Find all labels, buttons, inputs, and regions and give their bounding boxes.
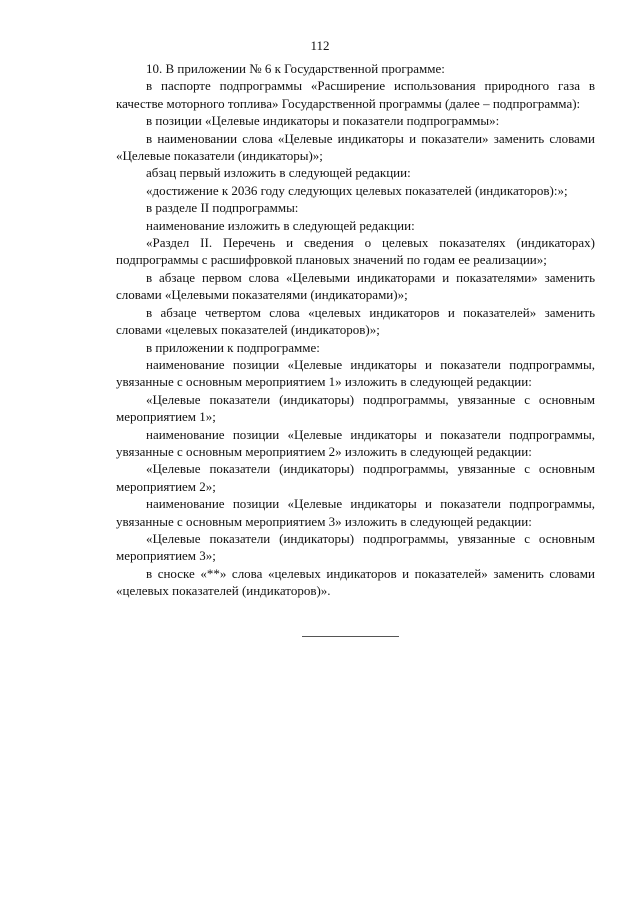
paragraph: в абзаце четвертом слова «целевых индикаторов и показателей» заменить словами «целевых показателей (индикаторов)»; bbox=[116, 304, 595, 338]
paragraph: наименование позиции «Целевые индикаторы и показатели подпрограммы, увязанные с основным мероприятием 3» изложить в следующей редакции: bbox=[116, 496, 595, 529]
paragraph: в приложении к подпрограмме: bbox=[146, 339, 320, 355]
paragraph: в наименовании слова «Целевые индикаторы и показатели» заменить словами «Целевые показатели (индикаторы)»; bbox=[116, 130, 595, 164]
paragraph: «Целевые показатели (индикаторы) подпрограммы, увязанные с основным мероприятием 2»; bbox=[116, 461, 595, 494]
paragraph: в разделе II подпрограммы: bbox=[146, 200, 299, 216]
paragraph: наименование позиции «Целевые индикаторы и показатели подпрограммы, увязанные с основным мероприятием 2» изложить в следующей редакции: bbox=[116, 426, 595, 459]
end-of-text-rule bbox=[302, 636, 399, 637]
paragraph: в сноске «**» слова «целевых индикаторов и показателей» заменить словами «целевых показателей (индикаторов)». bbox=[116, 565, 595, 599]
paragraph: «Раздел II. Перечень и сведения о целевых показателях (индикаторах) подпрограммы с расшифровкой плановых значений по годам ее реализации»; bbox=[116, 235, 595, 268]
paragraph: в позиции «Целевые индикаторы и показатели подпрограммы»: bbox=[146, 113, 500, 129]
paragraph: абзац первый изложить в следующей редакции: bbox=[146, 165, 411, 181]
document-body bbox=[116, 60, 595, 600]
paragraph: в паспорте подпрограммы «Расширение использования природного газа в качестве моторного топлива» Государственной программы (далее – подпрограмма): bbox=[116, 78, 595, 111]
paragraph: 10. В приложении № 6 к Государственной программе: bbox=[146, 61, 445, 76]
page-number: 112 bbox=[310, 38, 330, 53]
paragraph: наименование позиции «Целевые индикаторы и показатели подпрограммы, увязанные с основным мероприятием 1» изложить в следующей редакции: bbox=[116, 356, 595, 390]
paragraph: «Целевые показатели (индикаторы) подпрограммы, увязанные с основным мероприятием 3»; bbox=[116, 530, 595, 564]
paragraph: «достижение к 2036 году следующих целевых показателей (индикаторов):»; bbox=[146, 182, 568, 198]
paragraph: наименование изложить в следующей редакции: bbox=[146, 217, 415, 233]
paragraph: в абзаце первом слова «Целевыми индикаторами и показателями» заменить словами «Целевыми показателями (индикаторами)»; bbox=[116, 269, 595, 303]
paragraph: «Целевые показатели (индикаторы) подпрограммы, увязанные с основным мероприятием 1»; bbox=[116, 391, 595, 425]
